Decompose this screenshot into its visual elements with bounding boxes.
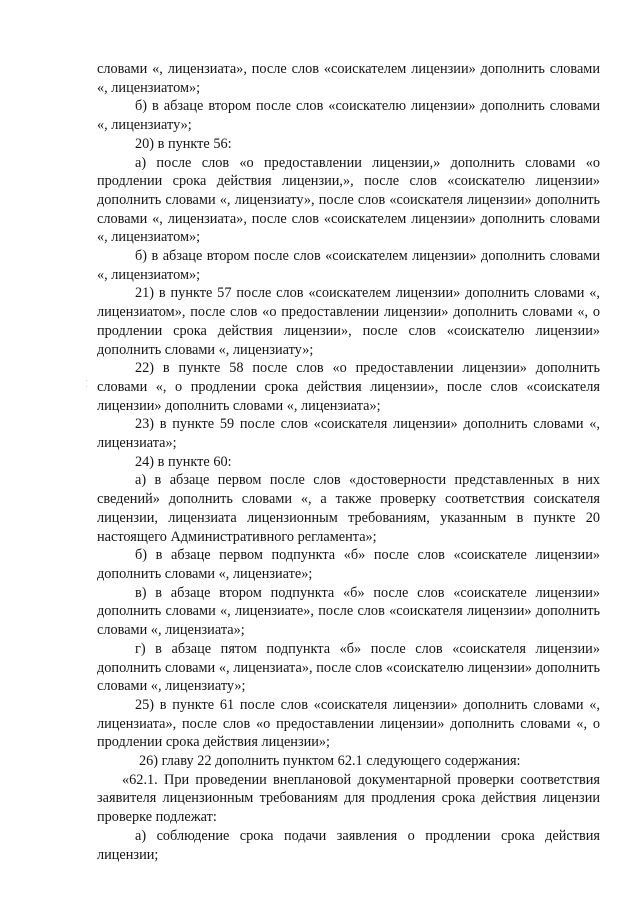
paragraph-item-24a: а) в абзаце первом после слов «достоверности представленных в них сведений» дополнить словами «, а также проверку соответствия соискателя лицензии, лицензиата лицензионным требованиям, указанным в пункте 20 настоящего Административного регламента»;: [97, 472, 600, 545]
paragraph-item-20: 20) в пункте 56:: [135, 135, 232, 152]
scan-speck: [86, 380, 87, 381]
paragraph-item-22: 22) в пункте 58 после слов «о предоставлении лицензии» дополнить словами «, о продлении срока действия лицензии», после слов «соискателя лицензии» дополнить словами «, лицензиата»;: [97, 360, 600, 414]
scan-speck: [86, 386, 87, 387]
paragraph-item-20b: б) в абзаце втором после слов «соискателем лицензии» дополнить словами «, лицензиатом»;: [97, 248, 600, 283]
paragraph-item-24b: б) в абзаце первом подпункта «б» после слов «соискателе лицензии» дополнить словами «, лицензиате»;: [97, 547, 600, 582]
paragraph-item-21: 21) в пункте 57 после слов «соискателем лицензии» дополнить словами «, лицензиатом», после слов «о предоставлении лицензии» дополнить словами «, о продлении срока действия лицензии», после слов «соискателю лицензии» дополнить словами «, лицензиату»;: [97, 285, 600, 358]
paragraph-item-24v: в) в абзаце втором подпункта «б» после слов «соискателе лицензии» дополнить словами «, лицензиате», после слов «соискателя лицензии» дополнить словами «, лицензиата»;: [97, 584, 600, 639]
paragraph-item-23: 23) в пункте 59 после слов «соискателя лицензии» дополнить словами «, лицензиата»;: [97, 416, 600, 452]
paragraph-item-26: 26) главу 22 дополнить пунктом 62.1 следующего содержания:: [139, 753, 521, 770]
paragraph-item-25: 25) в пункте 61 после слов «соискателя лицензии» дополнить словами «, лицензиата», после слов «о предоставлении лицензии» дополнить словами «, о продлении срока действия лицензии»;: [97, 696, 600, 751]
paragraph-continuation: словами «, лицензиата», после слов «соискателем лицензии» дополнить словами «, лицензиатом»;: [97, 61, 600, 96]
paragraph-item-62-1: «62.1. При проведении внеплановой документарной проверки соответствия заявителя лицензионным требованиям для продления срока действия лицензии проверке подлежат:: [97, 771, 600, 826]
paragraph-item-20a: а) после слов «о предоставлении лицензии,» дополнить словами «о продлении срока действия лицензии,», после слов «соискателю лицензии» дополнить словами «, лицензиату», после слов «соискателя лицензии» дополнить словами «, лицензиата», после слов «соискателем лицензии» дополнить словами «, лицензиатом»;: [97, 154, 600, 246]
paragraph-item-b-19: б) в абзаце втором после слов «соискателю лицензии» дополнить словами «, лицензиату»;: [97, 98, 600, 134]
paragraph-item-24: 24) в пункте 60:: [135, 453, 232, 470]
document-body: [97, 60, 600, 864]
paragraph-item-62-1a: а) соблюдение срока подачи заявления о продлении срока действия лицензии;: [97, 827, 600, 863]
paragraph-item-24g: г) в абзаце пятом подпункта «б» после слов «соискателя лицензии» дополнить словами «, лицензиата», после слов «соискателю лицензии» дополнить словами «, лицензиату»;: [97, 640, 600, 695]
